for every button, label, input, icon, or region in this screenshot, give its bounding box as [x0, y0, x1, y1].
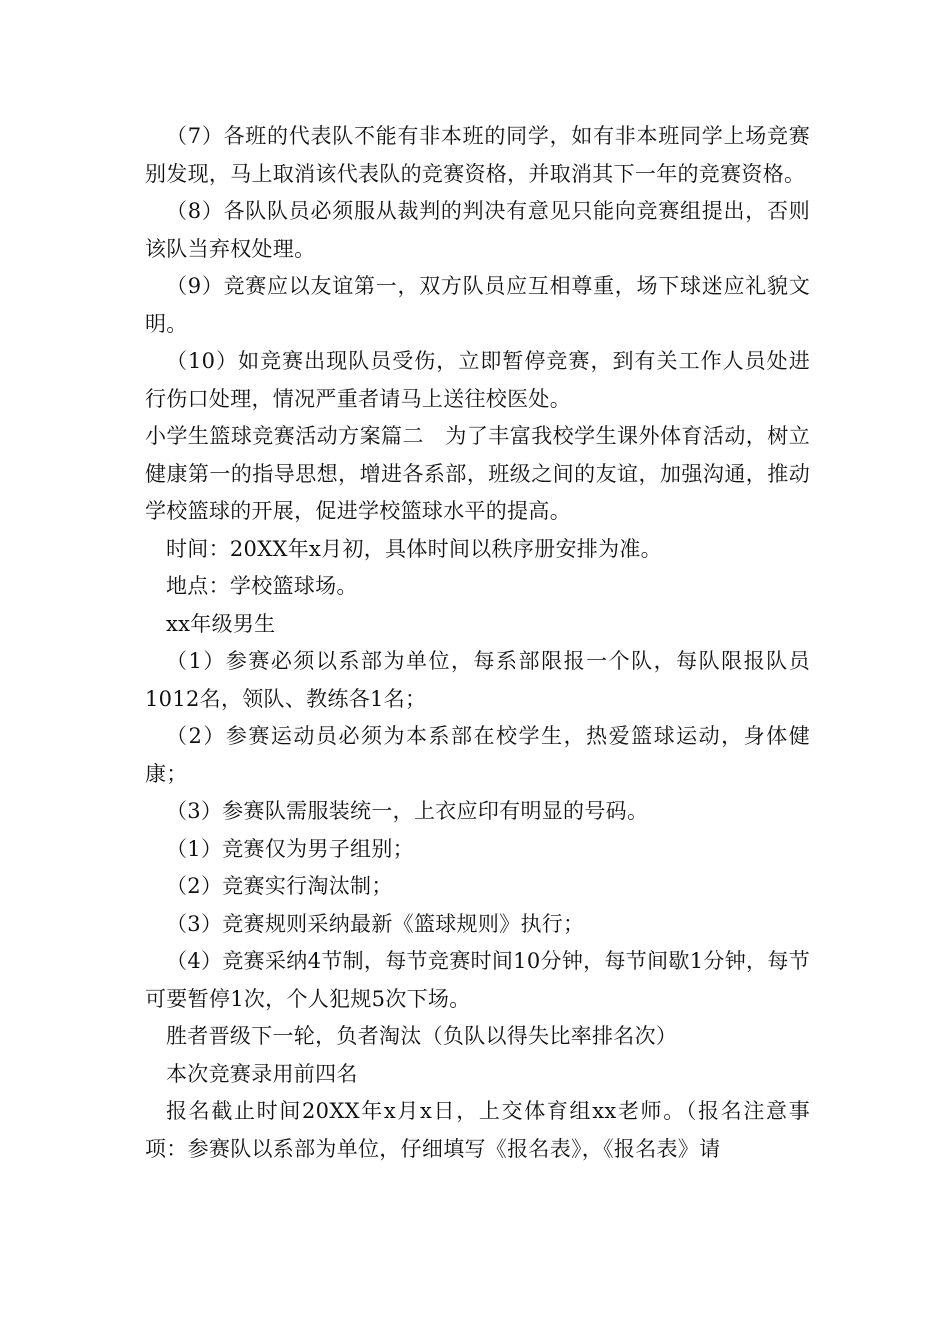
advancement-paragraph: 胜者晋级下一轮，负者淘汰（负队以得失比率排名次） — [166, 1024, 678, 1048]
method-3-paragraph: （3）竞赛规则采纳最新《篮球规则》执行； — [166, 911, 585, 936]
document-body — [145, 118, 810, 1168]
location-paragraph: 地点：学校篮球场。 — [166, 574, 358, 598]
entry-rule-1-paragraph: （1）参赛必须以系部为单位，每系部限报一个队，每队限报队员1012名，领队、教练各1名； — [145, 649, 810, 711]
section-two-intro-paragraph: 小学生篮球竞赛活动方案篇二 为了丰富我校学生课外体育活动，树立健康第一的指导思想，增进各系部，班级之间的友谊，加强沟通，推动学校篮球的开展，促进学校篮球水平的提高。 — [145, 424, 810, 523]
method-1-paragraph: （1）竞赛仅为男子组别； — [166, 836, 414, 861]
rule-10-paragraph: （10）如竞赛出现队员受伤，立即暂停竞赛，到有关工作人员处进行伤口处理，情况严重者请马上送往校医处。 — [145, 349, 810, 411]
method-2-paragraph: （2）竞赛实行淘汰制； — [166, 874, 393, 898]
rule-9-paragraph: （9）竞赛应以友谊第一，双方队员应互相尊重，场下球迷应礼貌文明。 — [145, 274, 810, 336]
entry-rule-2-paragraph: （2）参赛运动员必须为本系部在校学生，热爱篮球运动，身体健康； — [145, 724, 810, 786]
time-paragraph: 时间：20XX年x月初，具体时间以秩序册安排为准。 — [166, 536, 662, 561]
rule-7-paragraph: （7）各班的代表队不能有非本班的同学，如有非本班同学上场竞赛别发现，马上取消该代表队的竞赛资格，并取消其下一年的竞赛资格。 — [145, 124, 810, 186]
participants-paragraph: xx年级男生 — [166, 611, 276, 636]
rule-8-paragraph: （8）各队队员必须服从裁判的判决有意见只能向竞赛组提出，否则该队当弃权处理。 — [145, 199, 810, 261]
method-4-paragraph: （4）竞赛采纳4节制，每节竞赛时间10分钟，每节间歇1分钟，每节可要暂停1次，个人犯规5次下场。 — [145, 949, 810, 1011]
registration-paragraph: 报名截止时间20XX年x月x日，上交体育组xx老师。（报名注意事项：参赛队以系部为单位，仔细填写《报名表》，《报名表》请 — [145, 1099, 810, 1161]
ranking-paragraph: 本次竞赛录用前四名 — [166, 1061, 358, 1086]
entry-rule-3-paragraph: （3）参赛队需服装统一，上衣应印有明显的号码。 — [166, 799, 649, 823]
